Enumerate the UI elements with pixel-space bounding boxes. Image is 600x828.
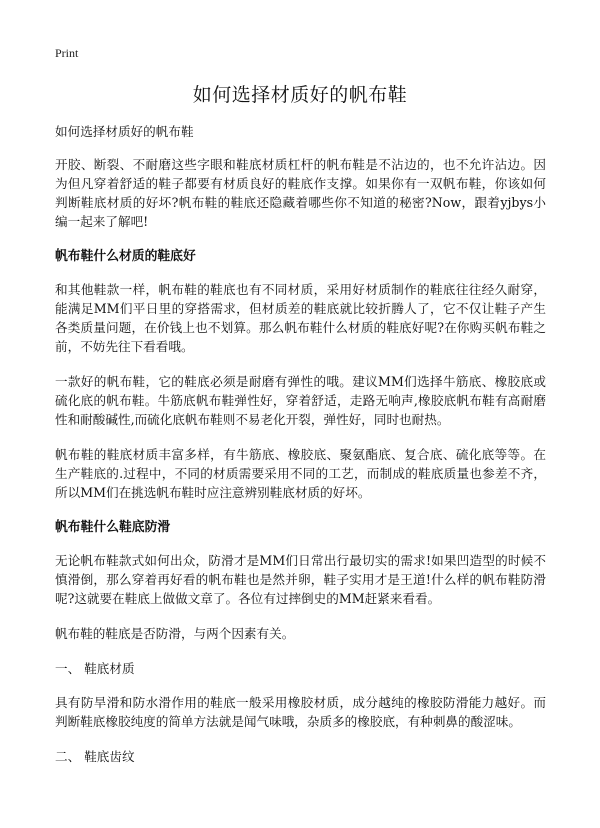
print-link[interactable]: Print bbox=[55, 46, 79, 60]
paragraph-anti-slip-2: 帆布鞋的鞋底是否防滑，与两个因素有关。 bbox=[55, 626, 295, 641]
paragraph-material-2: 一款好的帆布鞋，它的鞋底必须是耐磨有弹性的哦。建议MM们选择牛筋底、橡胶底或硫化底的帆布鞋。牛筋底帆布鞋弹性好，穿着舒适，走路无响声,橡胶底帆布鞋有高耐磨性和耐酸碱性,而硫化底帆布鞋则不易老化开裂，弹性好，同时也耐热。 bbox=[55, 374, 546, 427]
intro-paragraph: 开胶、断裂、不耐磨这些字眼和鞋底材质杠杆的帆布鞋是不沾边的，也不允许沾边。因为但凡穿着舒适的鞋子都要有材质良好的鞋底作支撑。如果你有一双帆布鞋，你该如何判断鞋底材质的好坏?帆布鞋的鞋底还隐藏着哪些你不知道的秘密?Now，跟着yjbys小编一起来了解吧! bbox=[55, 157, 546, 229]
section-heading-anti-slip: 帆布鞋什么鞋底防滑 bbox=[55, 520, 171, 535]
article-title: 如何选择材质好的帆布鞋 bbox=[192, 84, 408, 106]
article-body bbox=[55, 122, 546, 781]
article-subtitle: 如何选择材质好的帆布鞋 bbox=[55, 124, 194, 139]
list-item-sole-tread: 二、 鞋底齿纹 bbox=[55, 749, 135, 764]
list-item-sole-material: 一、 鞋底材质 bbox=[55, 661, 135, 676]
paragraph-material-1: 和其他鞋款一样，帆布鞋的鞋底也有不同材质，采用好材质制作的鞋底往往经久耐穿，能满足MM们平日里的穿搭需求，但材质差的鞋底就比较折腾人了，它不仅让鞋子产生各类质量问题，在价钱上也不划算。那么帆布鞋什么材质的鞋底好呢?在你购买帆布鞋之前，不妨先往下看看哦。 bbox=[55, 282, 546, 354]
section-heading-material: 帆布鞋什么材质的鞋底好 bbox=[55, 249, 196, 264]
paragraph-material-3: 帆布鞋的鞋底材质丰富多样，有牛筋底、橡胶底、聚氨酯底、复合底、硫化底等等。在生产鞋底的.过程中，不同的材质需要采用不同的工艺，而制成的鞋底质量也参差不齐，所以MM们在挑选帆布鞋时应注意辨别鞋底材质的好坏。 bbox=[55, 447, 546, 500]
paragraph-sole-material: 具有防旱滑和防水滑作用的鞋底一般采用橡胶材质，成分越纯的橡胶防滑能力越好。而判断鞋底橡胶纯度的简单方法就是闻气味哦，杂质多的橡胶底，有种刺鼻的酸涩味。 bbox=[55, 695, 546, 729]
paragraph-anti-slip-1: 无论帆布鞋款式如何出众，防滑才是MM们日常出行最切实的需求!如果凹造型的时候不慎滑倒，那么穿着再好看的帆布鞋也是然并卵，鞋子实用才是王道!什么样的帆布鞋防滑呢?这就要在鞋底上做做文章了。各位有过摔倒史的MM赶紧来看看。 bbox=[55, 553, 546, 606]
